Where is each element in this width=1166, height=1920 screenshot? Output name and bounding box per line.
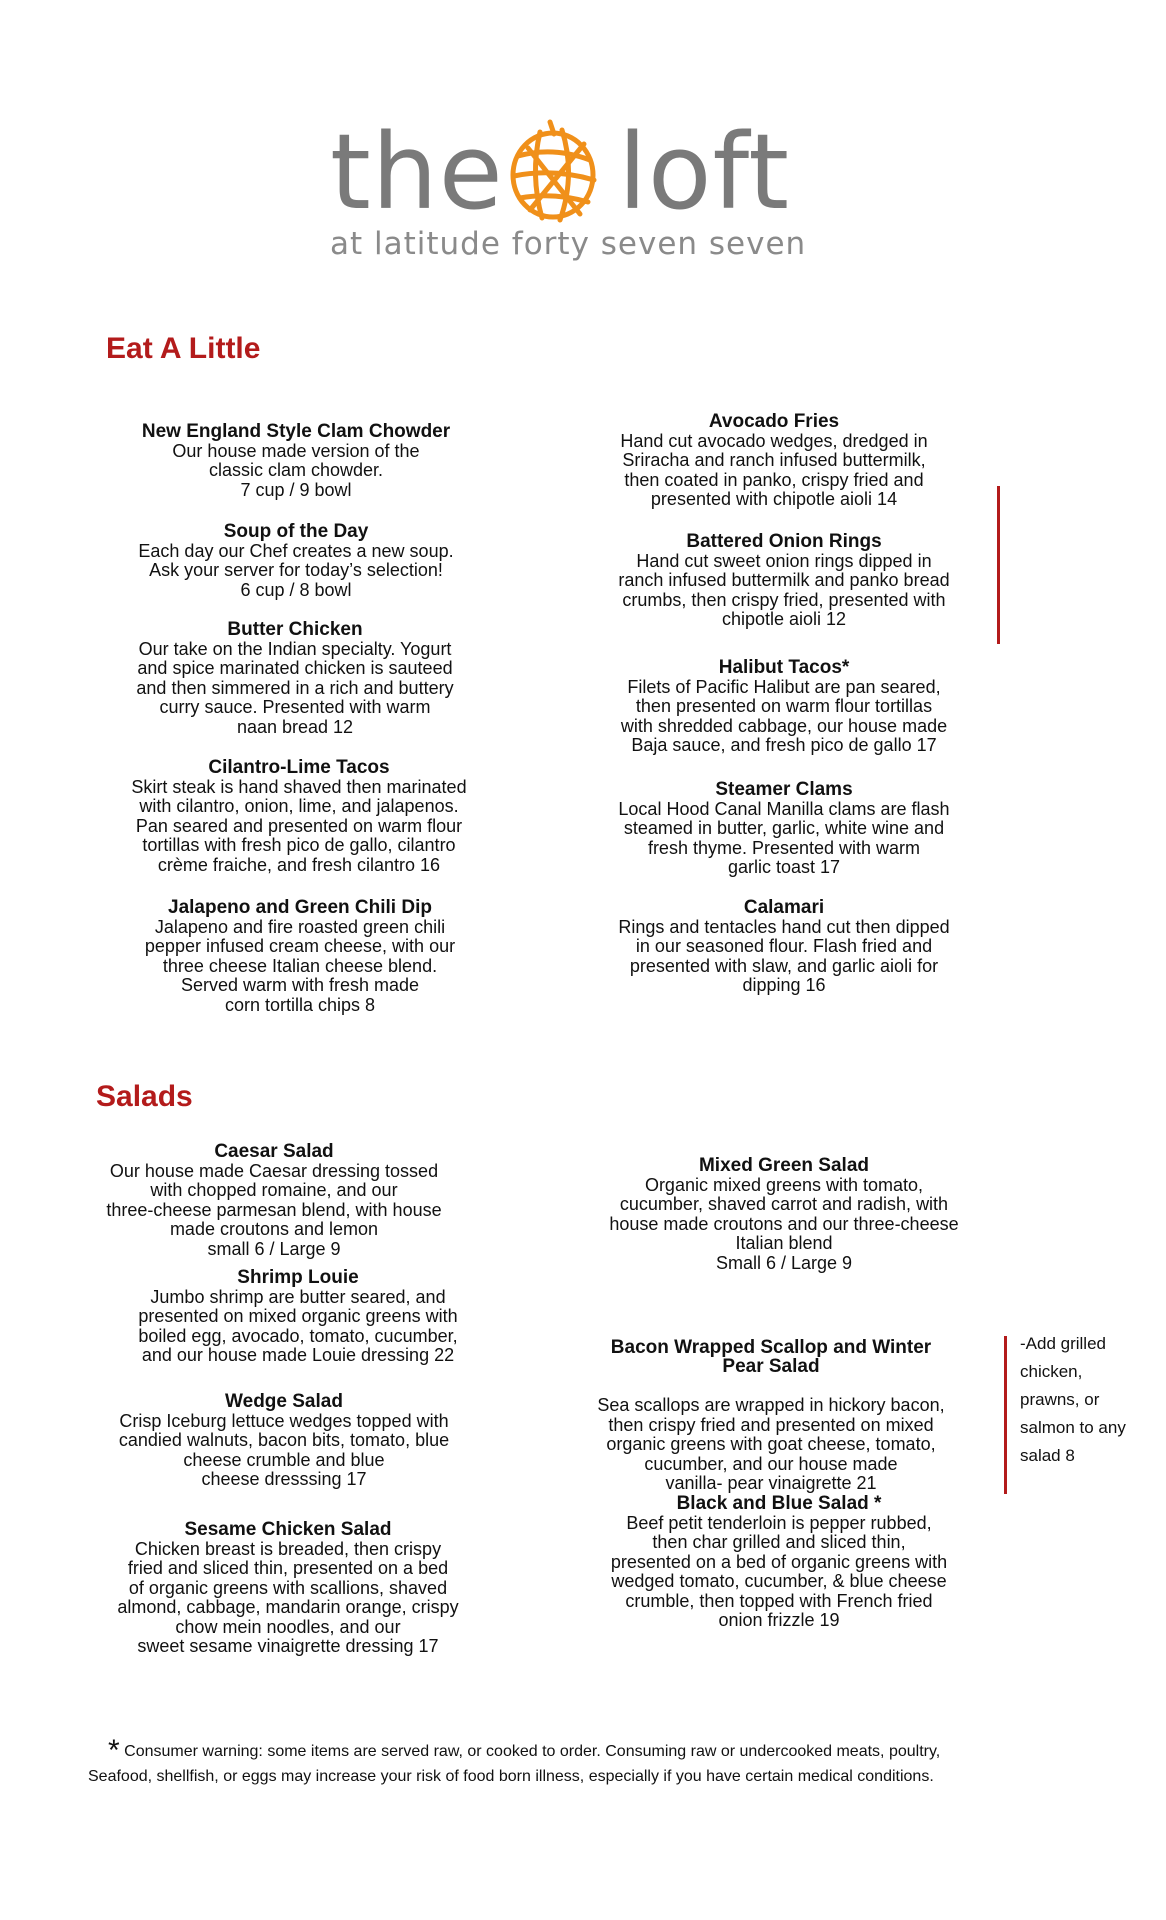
- menu-item-bacon-scallop-salad: [576, 1318, 966, 1513]
- logo-tagline: at latitude forty seven seven: [330, 226, 807, 262]
- logo-word-loft: loft: [618, 111, 791, 233]
- item-description: Our take on the Indian specialty. Yogurt and spice marinated chicken is sauteed and then simmered in a rich and buttery curry sauce. Presented with warm naan bread 12: [136, 638, 454, 737]
- item-description: Organic mixed greens with tomato, cucumber, shaved carrot and radish, with house made croutons and our three-cheese Italian blend Small 6 / Large 9: [609, 1174, 959, 1273]
- warning-line-2: Seafood, shellfish, or eggs may increase your risk of food born illness, especially if you have certain medical conditions.: [88, 1768, 934, 1785]
- menu-item-sesame-chicken-salad: [98, 1520, 478, 1657]
- item-name: Avocado Fries: [708, 411, 840, 432]
- item-name: New England Style Clam Chowder: [141, 421, 451, 442]
- item-description: Crisp Iceburg lettuce wedges topped with candied walnuts, bacon bits, tomato, blue cheese crumble and blue cheese dresssing 17: [118, 1410, 450, 1489]
- item-description: Beef petit tenderloin is pepper rubbed, then char grilled and sliced thin, presented on a bed of organic greens with wedged tomato, cucumber, & blue cheese crumble, then topped with French fried onion frizzle 19: [610, 1512, 948, 1630]
- item-name: Shrimp Louie: [237, 1267, 359, 1288]
- menu-item-avocado-fries: [584, 412, 964, 510]
- menu-item-butter-chicken: [100, 620, 490, 737]
- item-name: Cilantro-Lime Tacos: [208, 757, 390, 778]
- item-name: Bacon Wrapped Scallop and Winter Pear Salad: [610, 1336, 932, 1377]
- item-name: Calamari: [743, 897, 825, 918]
- menu-item-caesar-salad: [84, 1142, 464, 1259]
- menu-item-black-and-blue-salad: [584, 1494, 974, 1631]
- menu-item-soup-of-the-day: [108, 522, 484, 600]
- menu-item-halibut-tacos: [584, 658, 984, 756]
- section-title-salads: Salads: [96, 1080, 193, 1113]
- section-title-eat-a-little: Eat A Little: [106, 332, 261, 365]
- menu-item-cilantro-lime-tacos: [100, 758, 498, 875]
- menu-item-onion-rings: [584, 532, 984, 630]
- menu-item-wedge-salad: [98, 1392, 470, 1490]
- item-name: Mixed Green Salad: [698, 1155, 869, 1176]
- vertical-divider: [997, 486, 1000, 644]
- item-name: Sesame Chicken Salad: [184, 1519, 392, 1540]
- item-description: Local Hood Canal Manilla clams are flash steamed in butter, garlic, white wine and fresh thyme. Presented with warm garlic toast 17: [618, 798, 950, 877]
- item-name: Wedge Salad: [225, 1391, 343, 1412]
- item-name: Jalapeno and Green Chili Dip: [168, 897, 432, 918]
- logo-word-the: the: [330, 111, 504, 233]
- menu-item-clam-chowder: [108, 422, 484, 500]
- menu-item-shrimp-louie: [110, 1268, 486, 1366]
- menu-item-mixed-green-salad: [584, 1156, 984, 1273]
- item-name: Battered Onion Rings: [686, 531, 882, 552]
- side-note-divider: [1004, 1336, 1007, 1494]
- warning-line-1: Consumer warning: some items are served raw, or cooked to order. Consuming raw or undercooked meats, poultry,: [124, 1743, 941, 1760]
- item-description: Chicken breast is breaded, then crispy fried and sliced thin, presented on a bed of organic greens with scallions, shaved almond, cabbage, mandarin orange, crispy chow mein noodles, and our sweet sesame vinaigrette dressing 17: [117, 1538, 459, 1656]
- item-description: Filets of Pacific Halibut are pan seared, then presented on warm flour tortillas with shredded cabbage, our house made Baja sauce, and fresh pico de gallo 17: [620, 676, 948, 755]
- item-name: Black and Blue Salad *: [676, 1493, 882, 1514]
- item-description: Hand cut sweet onion rings dipped in ranch infused buttermilk and panko bread crumbs, then crispy fried, presented with chipotle aioli 12: [618, 550, 950, 629]
- item-description: Each day our Chef creates a new soup. Ask your server for today’s selection! 6 cup / 8 bowl: [138, 540, 454, 600]
- item-description: Rings and tentacles hand cut then dipped in our seasoned flour. Flash fried and presented with slaw, and garlic aioli for dipping 16: [618, 916, 950, 995]
- consumer-warning: [88, 1734, 1078, 1789]
- item-description: Our house made Caesar dressing tossed with chopped romaine, and our three-cheese parmesan blend, with house made croutons and lemon small 6 / Large 9: [106, 1160, 442, 1259]
- item-description: Skirt steak is hand shaved then marinated with cilantro, onion, lime, and jalapenos. Pan seared and presented on warm flour tortillas with fresh pico de gallo, cilantro crème fraiche, and fresh cilantro 16: [131, 776, 467, 875]
- item-name: Halibut Tacos*: [718, 657, 850, 678]
- menu-item-calamari: [584, 898, 984, 996]
- menu-item-jalapeno-dip: [110, 898, 490, 1015]
- item-description: Jalapeno and fire roasted green chili pepper infused cream cheese, with our three cheese Italian cheese blend. Served warm with fresh made corn tortilla chips 8: [144, 916, 456, 1015]
- item-description: Jumbo shrimp are butter seared, and presented on mixed organic greens with boiled egg, avocado, tomato, cucumber, and our house made Louie dressing 22: [138, 1286, 458, 1365]
- item-description: Our house made version of the classic clam chowder. 7 cup / 9 bowl: [172, 440, 420, 500]
- item-name: Soup of the Day: [223, 521, 369, 542]
- add-protein-note: -Add grilled chicken, prawns, or salmon to any salad 8: [1020, 1334, 1126, 1465]
- asterisk-icon: *: [108, 1734, 120, 1767]
- item-description: Hand cut avocado wedges, dredged in Sriracha and ranch infused buttermilk, then coated in panko, crispy fried and presented with chipotle aioli 14: [620, 430, 928, 509]
- item-name: Steamer Clams: [715, 779, 853, 800]
- item-name: Caesar Salad: [214, 1141, 334, 1162]
- item-name: Butter Chicken: [227, 619, 363, 640]
- orange-globe-icon: [500, 118, 606, 228]
- menu-item-steamer-clams: [584, 780, 984, 878]
- item-description: Sea scallops are wrapped in hickory bacon, then crispy fried and presented on mixed organic greens with goat cheese, tomato, cucumber, and our house made vanilla- pear vinaigrette 21: [597, 1395, 945, 1493]
